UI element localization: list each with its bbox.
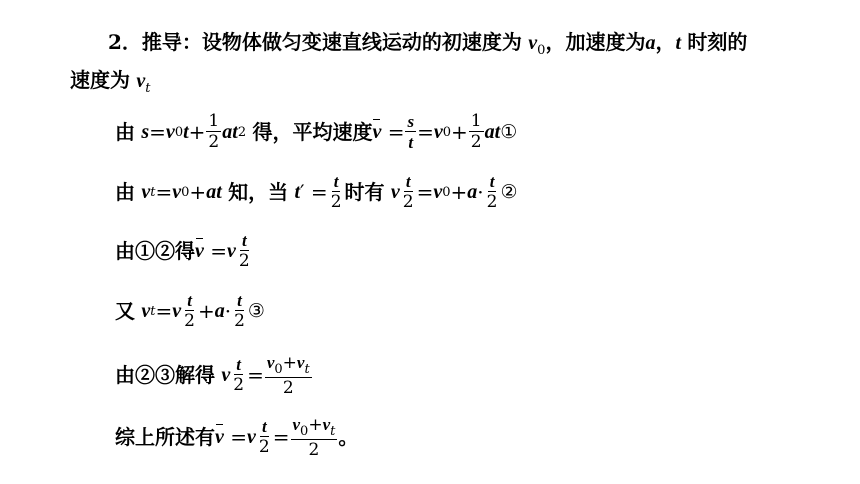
fraction-mean-velocity: $\frac{v_0+v_t}{2}$: [266, 352, 310, 398]
equation-line-6: 综上所述有 v = v $\frac{t}{2}$ = $\frac{v_0+v_t}{2}$ 。: [115, 414, 359, 460]
equation-line-5: 由②③解得 v $\frac{t}{2}$ = $\frac{v_0+v_t}{2}$: [115, 352, 310, 398]
average-velocity-symbol: v: [372, 121, 382, 143]
section-number: 2．: [108, 30, 142, 54]
section-label: 推导：: [141, 30, 202, 54]
derivation-heading: 2．推导：设物体做匀变速直线运动的初速度为 $v_0$，加速度为a，t 时刻的: [108, 30, 748, 58]
heading-continuation: 速度为 $v_t$: [70, 68, 151, 96]
equation-line-2: 由 v t = v 0 + at 知，当 t ′ = $\frac{t}{2}$ 时有 v $\frac{t}{2}$ = v 0 + a · $\frac{t}{2}$ ②: [115, 172, 518, 212]
fraction-one-half: $\frac{1}{2}$: [208, 111, 220, 152]
equation-line-1: 由 s = v 0 t + $\frac{1}{2}$ at 2 得，平均速度 v = $\frac{s}{t}$ = v 0 + $\frac{1}{2}$ at ①: [115, 111, 518, 152]
fraction-s-over-t: $\frac{s}{t}$: [407, 112, 415, 152]
heading-intro: 设物体做匀变速直线运动的初速度为: [201, 30, 522, 54]
heading-mid: ，加速度为: [545, 30, 646, 54]
heading-tail: 时刻的: [687, 30, 748, 54]
equation-line-3: 由①②得 v = v $\frac{t}{2}$: [115, 231, 250, 271]
equation-line-4: 又 v t = v $\frac{t}{2}$ + a · $\frac{t}{2}$ ③: [115, 291, 265, 331]
